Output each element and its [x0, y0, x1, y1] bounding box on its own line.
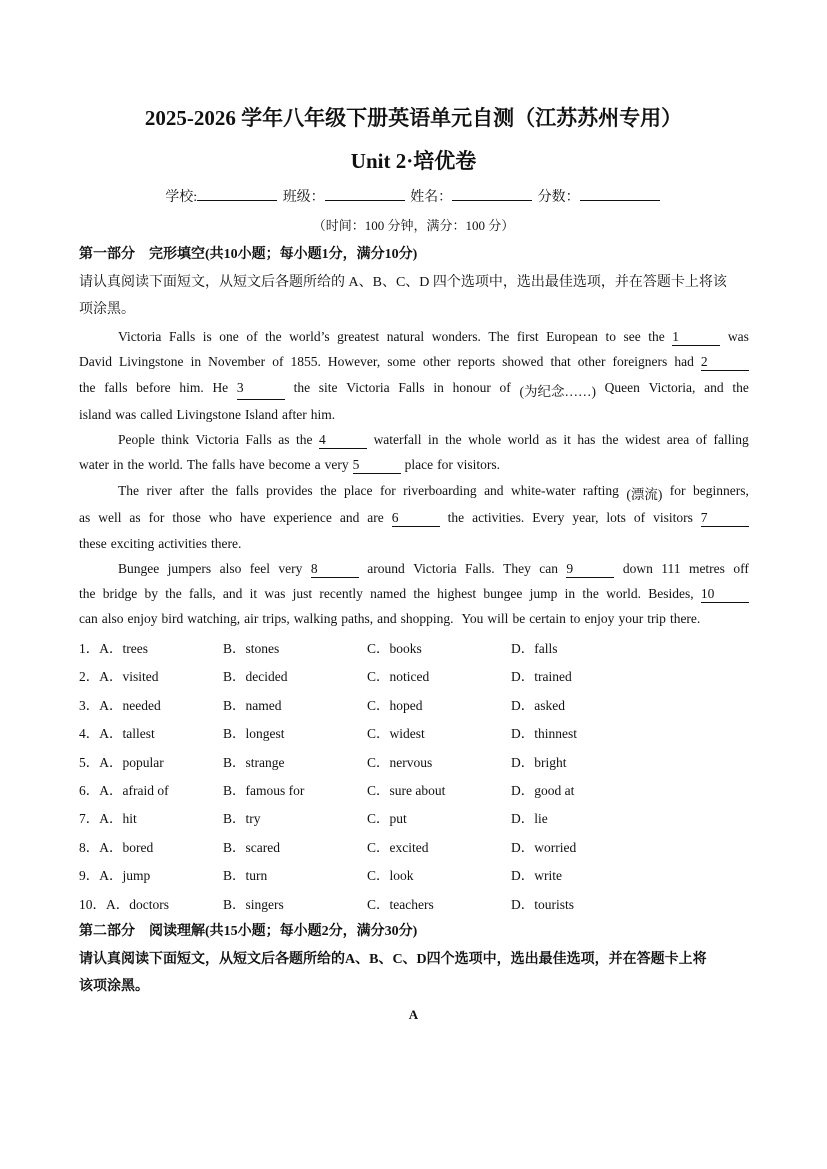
- passage-word: place: [404, 457, 434, 472]
- passage-word: some: [387, 354, 416, 369]
- passage-word: in: [428, 432, 439, 447]
- option-c[interactable]: C．widest: [367, 726, 425, 742]
- passage-word: think: [161, 432, 190, 447]
- passage-word: natural: [386, 329, 425, 344]
- passage-word: it: [563, 432, 571, 447]
- passage-word: was: [264, 586, 286, 601]
- passage-word: waterfall: [373, 432, 422, 447]
- passage-word: just: [292, 586, 313, 601]
- student-info-fields: [0, 186, 827, 206]
- option-b[interactable]: B．stones: [223, 641, 280, 656]
- passage-word: trips,: [262, 611, 290, 626]
- passage-word: Livingstone: [119, 354, 184, 369]
- passage-word: Victoria,: [648, 380, 696, 395]
- passage-word: However,: [327, 354, 381, 369]
- part1-heading: 第一部分 完形填空(共10小题；每小题1分，满分10分): [79, 247, 418, 262]
- school-label: 学校:: [165, 190, 198, 205]
- passage-word: riverboarding: [403, 483, 477, 498]
- passage-word: after: [179, 483, 205, 498]
- passage-word: the: [648, 329, 665, 344]
- passage-word: jump: [529, 586, 558, 601]
- part1-instruction-cont: 项涂黑。: [79, 302, 135, 317]
- passage-word: November: [208, 354, 266, 369]
- passage-word: watching,: [187, 611, 241, 626]
- score-field[interactable]: [580, 186, 660, 201]
- passage-word: island: [79, 407, 112, 422]
- passage-word: highest: [437, 586, 477, 601]
- passage-word: Falls: [245, 432, 272, 447]
- passage-word: the: [79, 380, 96, 395]
- passage-word: Livingstone: [176, 407, 241, 422]
- passage-word: Queen: [604, 380, 640, 395]
- passage-word: the: [211, 483, 229, 498]
- passage-word: site: [318, 380, 338, 395]
- part2-heading: 第二部分 阅读理解(共15小题；每小题2分，满分30分): [79, 924, 418, 939]
- passage-word: exciting: [110, 536, 155, 551]
- passage-word: shopping.: [400, 611, 454, 626]
- passage-word: him.: [179, 380, 204, 395]
- passage-word: falls: [235, 483, 259, 498]
- passage-word: of: [695, 432, 707, 447]
- option-d[interactable]: D．worried: [511, 839, 577, 855]
- option-b[interactable]: B．singers: [223, 896, 284, 912]
- passage-word: off: [733, 561, 749, 576]
- option-c[interactable]: C．nervous: [367, 754, 433, 770]
- passage-word: the: [293, 380, 311, 395]
- passage-word: can: [79, 611, 98, 626]
- option-a[interactable]: 10．A．doctors: [79, 896, 169, 912]
- passage-word: other: [577, 354, 606, 369]
- passage-word: your: [618, 611, 644, 626]
- part2-instruction: 请认真阅读下面短文，从短文后各题所给的A、B、C、D四个选项中，选出最佳选项，并在答题卡上将: [79, 952, 707, 967]
- passage-word: the: [732, 380, 749, 395]
- passage-word: jumpers: [167, 561, 212, 576]
- passage-word: for: [379, 483, 396, 498]
- blank-7: 7: [701, 510, 749, 527]
- blank-6: 6: [392, 510, 440, 527]
- option-b[interactable]: B．named: [223, 697, 282, 713]
- option-a[interactable]: 5．A．popular: [79, 754, 164, 770]
- passage-word: will: [487, 611, 509, 626]
- part2-instruction-cont: 该项涂黑。: [79, 979, 149, 994]
- option-d[interactable]: D．good at: [511, 783, 575, 798]
- passage-word: the: [165, 586, 182, 601]
- blank-5: 5: [353, 457, 401, 474]
- passage-line: [79, 432, 749, 449]
- passage-word: year,: [572, 510, 599, 525]
- passage-word: very: [278, 561, 303, 576]
- passage-word: world’s: [289, 329, 330, 344]
- passage-word: European: [546, 329, 598, 344]
- passage-word: river: [146, 483, 172, 498]
- passage-word: greatest: [337, 329, 380, 344]
- passage-word: to: [605, 329, 616, 344]
- passage-word: provides: [266, 483, 313, 498]
- school-field[interactable]: [197, 186, 277, 201]
- option-b[interactable]: B．turn: [223, 868, 268, 884]
- passage-word: him.: [310, 407, 336, 422]
- blank-1: 1: [672, 329, 720, 346]
- passage-word: Falls: [168, 329, 196, 344]
- passage-word: activities.: [472, 510, 525, 525]
- passage-word: enjoy: [127, 611, 158, 626]
- passage-word: showed: [502, 354, 544, 369]
- exam-title: 2025-2026 学年八年级下册英语单元自测（江苏苏州专用）: [144, 106, 683, 130]
- blank-2: 2: [701, 354, 749, 371]
- passage-word: for: [148, 510, 165, 525]
- option-c[interactable]: C．excited: [367, 839, 429, 855]
- option-d[interactable]: D．lie: [511, 811, 548, 827]
- time-info: （时间：100 分钟，满分：100 分）: [312, 218, 515, 233]
- passage-word: (为纪念……): [519, 384, 596, 399]
- passage-word: The: [118, 483, 139, 498]
- passage-word: They: [503, 561, 531, 576]
- passage-line: [79, 510, 749, 527]
- option-b[interactable]: B．strange: [223, 754, 285, 770]
- blank-3: 3: [237, 380, 285, 400]
- passage-word: of: [246, 329, 258, 344]
- passage-word: to: [569, 611, 581, 626]
- passage-word: of: [272, 354, 284, 369]
- passage-word: world.: [606, 586, 642, 601]
- name-label: 姓名：: [410, 190, 453, 205]
- passage-word: The: [488, 329, 510, 344]
- option-c[interactable]: C．put: [367, 811, 407, 827]
- passage-word: metres: [688, 561, 725, 576]
- option-b[interactable]: B．try: [223, 811, 261, 827]
- passage-word: by: [144, 586, 158, 601]
- option-a[interactable]: 7．A．hit: [79, 811, 137, 827]
- passage-word: in: [564, 586, 576, 601]
- option-c[interactable]: C．sure about: [367, 783, 446, 798]
- option-a[interactable]: 3．A．needed: [79, 697, 161, 713]
- passage-word: there.: [210, 536, 242, 551]
- passage-word: Every: [532, 510, 565, 525]
- passage-word: also: [219, 561, 242, 576]
- passage-word: wonders.: [431, 329, 481, 344]
- passage-word: and: [704, 380, 724, 395]
- option-d[interactable]: D．bright: [511, 754, 567, 770]
- option-a[interactable]: 2．A．visited: [79, 669, 159, 685]
- passage-word: have: [239, 457, 265, 472]
- passage-word: those: [172, 510, 201, 525]
- passage-word: the: [296, 432, 313, 447]
- option-c[interactable]: C．look: [367, 868, 414, 884]
- passage-word: (漂流): [626, 487, 663, 502]
- passage-word: the: [447, 510, 465, 525]
- passage-word: very: [324, 457, 349, 472]
- passage-word: as: [278, 432, 290, 447]
- passage-word: Island: [244, 407, 278, 422]
- passage-word: 1855.: [290, 354, 321, 369]
- passage-word: You: [461, 611, 484, 626]
- passage-word: enjoy: [584, 611, 615, 626]
- passage-word: one: [219, 329, 239, 344]
- passage-word: in: [112, 457, 124, 472]
- passage-word: of: [499, 380, 511, 395]
- passage-word: air: [244, 611, 259, 626]
- passage-word: reports: [457, 354, 496, 369]
- option-b[interactable]: B．decided: [223, 669, 288, 685]
- passage-word: People: [118, 432, 155, 447]
- passage-line: [79, 561, 749, 578]
- passage-word: as: [79, 510, 91, 525]
- passage-word: widest: [624, 432, 661, 447]
- passage-word: foreigners: [612, 354, 668, 369]
- passage-word: of: [633, 510, 646, 525]
- option-d[interactable]: D．write: [511, 868, 562, 884]
- passage-word: David: [79, 354, 112, 369]
- passage-word: paths,: [341, 611, 374, 626]
- blank-8: 8: [311, 561, 359, 578]
- passage-word: certain: [529, 611, 566, 626]
- passage-word: whole: [468, 432, 502, 447]
- option-a[interactable]: 6．A．afraid of: [79, 783, 169, 798]
- passage-word: was: [115, 407, 137, 422]
- passage-word: bird: [161, 611, 184, 626]
- blank-9: 9: [566, 561, 614, 578]
- passage-word: lots: [606, 510, 626, 525]
- class-label: 班级：: [282, 190, 325, 205]
- option-d[interactable]: D．tourists: [511, 896, 575, 912]
- passage-word: become: [268, 457, 311, 472]
- option-b[interactable]: B．scared: [223, 839, 280, 855]
- passage-word: that: [550, 354, 571, 369]
- passage-word: Victoria: [195, 432, 239, 447]
- option-d[interactable]: D．falls: [511, 641, 558, 656]
- passage-word: around: [367, 561, 405, 576]
- passage-line: [79, 611, 749, 627]
- exam-subtitle: Unit 2·培优卷: [350, 149, 477, 173]
- option-a[interactable]: 9．A．jump: [79, 868, 151, 884]
- passage-word: falling: [713, 432, 749, 447]
- passage-word: bridge: [102, 586, 138, 601]
- passage-word: trip: [647, 611, 666, 626]
- passage-line: [79, 329, 749, 346]
- passage-line: [79, 407, 749, 423]
- passage-word: honour: [452, 380, 491, 395]
- option-d[interactable]: D．thinnest: [511, 726, 577, 742]
- option-b[interactable]: B．longest: [223, 726, 285, 742]
- passage-word: recently: [319, 586, 363, 601]
- passage-word: visitors.: [456, 457, 500, 472]
- passage-word: the: [265, 329, 282, 344]
- passage-word: Falls.: [465, 561, 495, 576]
- passage-word: 111: [661, 561, 681, 576]
- part1-instruction: 请认真阅读下面短文，从短文后各题所给的 A、B、C、D 四个选项中，选出最佳选项，并在答题卡上将该: [79, 275, 727, 290]
- passage-word: a: [314, 457, 321, 472]
- passage-line: [79, 586, 749, 603]
- passage-word: have: [239, 510, 266, 525]
- passage-line: [79, 380, 749, 400]
- passage-word: it: [249, 586, 258, 601]
- passage-word: white-water: [511, 483, 576, 498]
- passage-word: has: [577, 432, 596, 447]
- passage-word: in: [190, 354, 202, 369]
- passage-word: and: [222, 586, 243, 601]
- option-c[interactable]: C．teachers: [367, 896, 434, 912]
- passage-word: the: [582, 586, 599, 601]
- passage-word: place: [344, 483, 373, 498]
- passage-word: The: [186, 457, 208, 472]
- passage-word: experience: [273, 510, 332, 525]
- name-field[interactable]: [452, 186, 532, 201]
- passage-line: [79, 536, 749, 552]
- passage-word: and: [339, 510, 360, 525]
- passage-word: be: [512, 611, 526, 626]
- passage-word: these: [79, 536, 107, 551]
- passage-word: Besides,: [648, 586, 694, 601]
- passage-word: the: [413, 586, 430, 601]
- passage-word: the: [79, 586, 96, 601]
- passage-word: Victoria: [118, 329, 162, 344]
- passage-word: feel: [249, 561, 270, 576]
- passage-word: see: [623, 329, 641, 344]
- passage-word: walking: [293, 611, 338, 626]
- passage-word: beginners,: [692, 483, 749, 498]
- passage-word: for: [437, 457, 453, 472]
- passage-word: and: [484, 483, 504, 498]
- section-a-label: A: [408, 1007, 419, 1022]
- class-field[interactable]: [325, 186, 405, 201]
- passage-line: [79, 354, 749, 371]
- passage-word: in: [433, 380, 444, 395]
- score-label: 分数：: [537, 190, 580, 205]
- passage-word: world: [507, 432, 540, 447]
- passage-word: falls,: [189, 586, 216, 601]
- passage-word: well: [98, 510, 122, 525]
- passage-word: there.: [669, 611, 701, 626]
- passage-word: who: [208, 510, 233, 525]
- passage-word: Victoria: [346, 380, 390, 395]
- passage-word: area: [666, 432, 690, 447]
- passage-word: as: [129, 510, 141, 525]
- passage-word: He: [212, 380, 229, 395]
- blank-4: 4: [319, 432, 367, 449]
- passage-word: also: [101, 611, 124, 626]
- passage-word: the: [320, 483, 337, 498]
- passage-word: was: [727, 329, 749, 344]
- passage-word: visitors: [653, 510, 693, 525]
- passage-word: rafting: [582, 483, 619, 498]
- option-c[interactable]: C．noticed: [367, 669, 430, 685]
- passage-word: for: [669, 483, 686, 498]
- passage-word: bungee: [483, 586, 523, 601]
- option-a[interactable]: 4．A．tallest: [79, 726, 155, 742]
- passage-word: called: [140, 407, 173, 422]
- passage-word: falls: [104, 380, 128, 395]
- passage-word: the: [445, 432, 462, 447]
- option-a[interactable]: 1．A．trees: [79, 641, 148, 656]
- passage-word: as: [545, 432, 557, 447]
- passage-word: activities: [158, 536, 207, 551]
- option-a[interactable]: 8．A．bored: [79, 839, 154, 855]
- passage-word: Falls: [398, 380, 425, 395]
- passage-word: Victoria: [413, 561, 457, 576]
- blank-10: 10: [701, 586, 749, 603]
- passage-word: after: [281, 407, 307, 422]
- passage-word: the: [601, 432, 619, 447]
- passage-word: down: [622, 561, 653, 576]
- option-d[interactable]: D．trained: [511, 669, 572, 685]
- passage-line: [79, 483, 749, 503]
- option-b[interactable]: B．famous for: [223, 783, 305, 798]
- passage-word: can: [539, 561, 558, 576]
- passage-word: named: [370, 586, 407, 601]
- passage-word: is: [202, 329, 212, 344]
- option-c[interactable]: C．hoped: [367, 697, 423, 713]
- option-d[interactable]: D．asked: [511, 697, 565, 713]
- passage-word: first: [516, 329, 539, 344]
- passage-word: are: [367, 510, 384, 525]
- passage-word: the: [127, 457, 144, 472]
- passage-line: [79, 457, 749, 474]
- passage-word: before: [136, 380, 171, 395]
- passage-word: falls: [211, 457, 236, 472]
- passage-word: and: [377, 611, 397, 626]
- passage-word: had: [674, 354, 694, 369]
- passage-word: Bungee: [118, 561, 160, 576]
- passage-word: water: [79, 457, 109, 472]
- passage-word: world.: [148, 457, 183, 472]
- option-c[interactable]: C．books: [367, 641, 422, 656]
- passage-word: other: [422, 354, 451, 369]
